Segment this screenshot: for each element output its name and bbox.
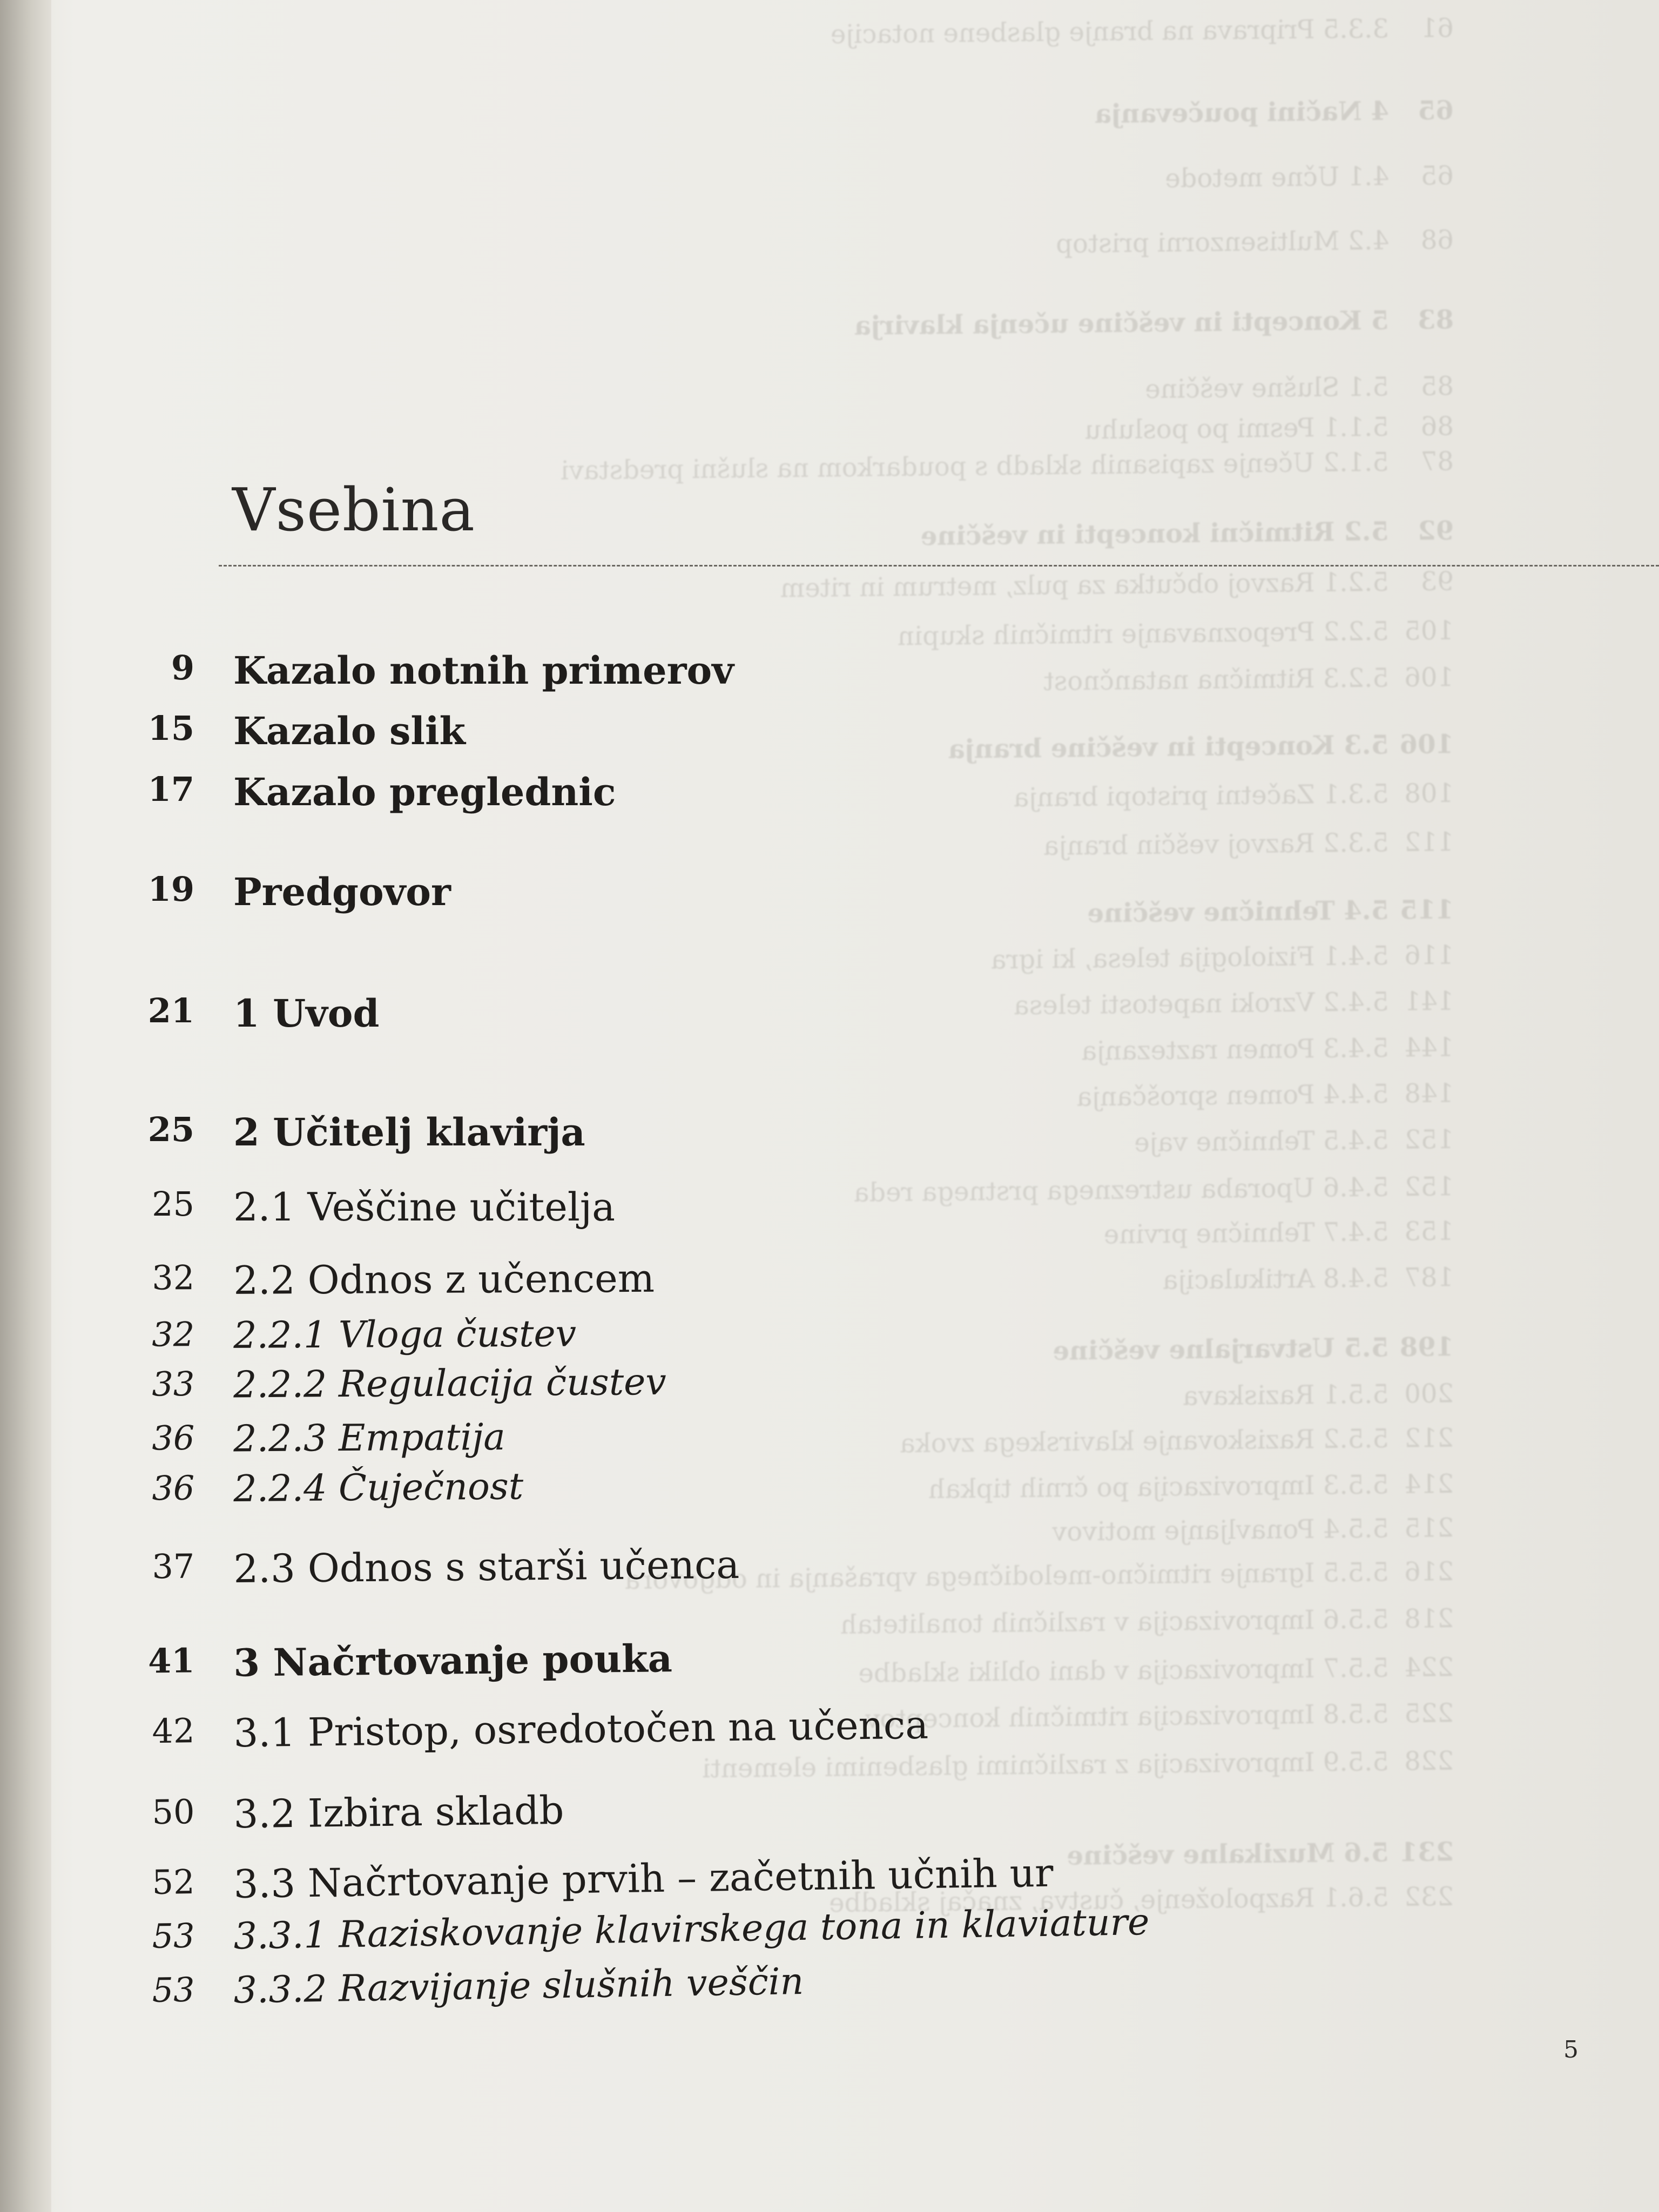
bleed-through-title: 5.2.2 Prepoznavanje ritmičnih skupin [897, 616, 1390, 652]
bleed-through-page: 214 [1404, 1468, 1454, 1500]
toc-page-number: 19 [147, 869, 194, 909]
toc-title: 2 Učitelj klavirja [233, 1110, 585, 1155]
bleed-through-page: 200 [1404, 1378, 1454, 1410]
bleed-through-title: 5.5.8 Improvizacija ritmičnih konceptov [865, 1698, 1390, 1735]
bleed-through-title: 5.5 Ustvarjalne veščine [1052, 1332, 1390, 1366]
bleed-through-title: 5.5.2 Raziskovanje klavirskega zvoka [899, 1423, 1390, 1459]
toc-title: 2.2.2 Regulacija čustev [233, 1360, 667, 1407]
bleed-through-title: 5.4.2 Vzroki napetosti telesa [1013, 986, 1390, 1021]
bleed-through-page: 218 [1404, 1603, 1454, 1635]
bleed-through-page: 231 [1399, 1837, 1454, 1868]
toc-title: 3 Načrtovanje pouka [233, 1636, 673, 1685]
bleed-through-page: 65 [1417, 95, 1454, 126]
bleed-through-title: 5.5.3 Improvizacija po črnih tipkah [928, 1469, 1390, 1505]
toc-page-number: 25 [152, 1184, 194, 1224]
bleed-through-title: 5.3.1 Začetni pristopi branja [1013, 778, 1390, 813]
bleed-through-title: 5.1 Slušne veščine [1145, 372, 1390, 404]
bleed-through-page: 83 [1417, 305, 1454, 335]
bleed-through-title: 4.2 Multisenzorni pristop [1055, 225, 1390, 259]
bleed-through-title: 5.4.1 Fiziologija telesa, ki igra [990, 940, 1390, 975]
toc-page-number: 33 [152, 1364, 195, 1404]
bleed-through-page: 187 [1404, 1262, 1454, 1293]
toc-page-number: 53 [152, 1916, 195, 1956]
bleed-through-page: 93 [1420, 566, 1454, 597]
bleed-through-title: 5.2.1 Razvoj občutka za pulz, metrum in ritem [780, 567, 1390, 604]
toc-title: 2.2.1 Vloga čustev [233, 1312, 577, 1357]
bleed-through-page: 212 [1404, 1422, 1454, 1454]
toc-title: 2.1 Veščine učitelja [233, 1184, 616, 1230]
bleed-through-page: 153 [1404, 1216, 1454, 1247]
bleed-through-title: 3.3.5 Priprava na branje glasbene notacije [830, 14, 1390, 50]
toc-page-number: 36 [152, 1468, 195, 1508]
bleed-through-title: 4 Načini poučevanja [1094, 96, 1390, 130]
bleed-through-title: 5.3.2 Razvoj veščin branja [1043, 827, 1390, 861]
toc-page-number: 50 [152, 1792, 195, 1832]
bleed-through-title: 5.5.7 Improvizacija v dani obliki skladbe [858, 1653, 1390, 1689]
bleed-through-title: 5.2 Ritmični koncepti in veščine [920, 516, 1390, 552]
bleed-through-page: 108 [1404, 778, 1454, 809]
bleed-through-title: 5.6.1 Razpoloženje, čustva, značaj skladbe [828, 1882, 1390, 1919]
bleed-through-title: 5.1.1 Pesmi po posluhu [1084, 412, 1390, 446]
bleed-through-title: 5.5.5 Igranje ritmično-melodičnega vprašanja in odgovora [624, 1557, 1390, 1596]
page-title: Vsebina [232, 475, 476, 544]
bleed-through-page: 228 [1404, 1745, 1454, 1777]
toc-title: 3.3 Načrtovanje prvih – začetnih učnih ur [233, 1850, 1054, 1907]
bleed-through-page: 224 [1404, 1652, 1454, 1683]
bleed-through-page: 68 [1420, 225, 1454, 255]
bleed-through-title: 5.6 Muzikalne veščine [1066, 1837, 1390, 1871]
toc-title: 3.1 Pristop, osredotočen na učenca [233, 1702, 929, 1756]
toc-title: Kazalo slik [233, 709, 466, 753]
bleed-through-title: 5.4.6 Uporaba ustreznega prstnega reda [853, 1172, 1390, 1208]
toc-title: 2.2 Odnos z učencem [233, 1255, 655, 1303]
toc-page-number: 25 [147, 1110, 194, 1149]
toc-title: 3.2 Izbira skladb [233, 1787, 564, 1837]
bleed-through-page: 112 [1404, 827, 1454, 858]
bleed-through-page: 141 [1404, 986, 1454, 1017]
toc-page-number: 42 [152, 1711, 195, 1751]
bleed-through-page: 65 [1420, 160, 1454, 191]
bleed-through-page: 232 [1404, 1881, 1454, 1912]
toc-page-number: 17 [147, 770, 194, 809]
toc-page-number: 21 [147, 991, 194, 1030]
bleed-through-page: 87 [1420, 446, 1454, 477]
toc-page-number: 36 [152, 1418, 195, 1458]
toc-page-number: 15 [147, 709, 194, 748]
bleed-through-title: 5.5.9 Improvizacija z različnimi glasbenimi elementi [702, 1746, 1390, 1784]
bleed-through-page: 106 [1399, 729, 1454, 760]
bleed-through-page: 144 [1404, 1032, 1454, 1063]
bleed-through-page: 115 [1399, 894, 1454, 926]
bleed-through-title: 5.1.2 Učenje zapisanih skladb s poudarkom na slušni predstavi [560, 447, 1390, 486]
bleed-through-page: 225 [1404, 1698, 1454, 1729]
page-number: 5 [1563, 2036, 1579, 2063]
bleed-through-title: 5 Koncepti in veščine učenja klavirja [854, 305, 1390, 341]
bleed-through-page: 152 [1404, 1171, 1454, 1203]
bleed-through-page: 152 [1404, 1124, 1454, 1155]
toc-title: Kazalo preglednic [233, 770, 616, 814]
bleed-through-page: 216 [1404, 1556, 1454, 1587]
toc-page-number: 32 [152, 1258, 195, 1298]
bleed-through-page: 148 [1404, 1078, 1454, 1109]
toc-title: Kazalo notnih primerov [233, 648, 734, 693]
bleed-through-page: 106 [1404, 662, 1454, 693]
toc-page-number: 41 [147, 1641, 195, 1681]
bleed-through-title: 5.4.8 Artikulacija [1162, 1263, 1390, 1296]
toc-title: 3.3.1 Raziskovanje klavirskega tona in klaviature [233, 1900, 1150, 1958]
toc-page-number: 32 [152, 1314, 195, 1354]
toc-title: 2.2.3 Empatija [233, 1415, 506, 1461]
bleed-through-title: 4.1 Učne metode [1164, 161, 1390, 194]
toc-title: 3.3.2 Razvijanje slušnih veščin [233, 1960, 804, 2012]
bleed-through-page: 61 [1420, 12, 1454, 44]
bleed-through-page: 198 [1399, 1332, 1454, 1363]
bleed-through-title: 5.4.3 Pomen raztezanja [1081, 1033, 1390, 1067]
toc-title: 1 Uvod [233, 991, 380, 1036]
bleed-through-title: 5.5.6 Improvizacija v različnih tonalitetah [840, 1604, 1390, 1640]
bleed-through-page: 215 [1404, 1513, 1454, 1544]
bleed-through-page: 105 [1404, 615, 1454, 646]
bleed-through-title: 5.4.7 Tehnične prvine [1103, 1216, 1390, 1250]
toc-title: 2.3 Odnos s starši učenca [233, 1541, 740, 1592]
bleed-through-page: 116 [1404, 940, 1454, 971]
bleed-through-title: 5.4.5 Tehnične vaje [1134, 1125, 1390, 1158]
bleed-through-page: 92 [1417, 515, 1454, 547]
toc-page-number: 52 [152, 1862, 195, 1903]
bleed-through-title: 5.5.1 Raziskava [1182, 1379, 1390, 1412]
bleed-through-page: 85 [1420, 371, 1454, 402]
bleed-through-title: 5.4.4 Pomen sproščanja [1076, 1078, 1390, 1112]
toc-title: Predgovor [233, 869, 451, 914]
bleed-through-page: 86 [1420, 411, 1454, 442]
toc-page-number: 37 [152, 1546, 195, 1587]
toc-page-number: 9 [171, 648, 194, 687]
bleed-through-title: 5.3 Koncepti in veščine branja [948, 730, 1390, 765]
bleed-through-title: 5.4 Tehnične veščine [1087, 895, 1390, 929]
toc-title: 2.2.4 Čuječnost [233, 1465, 524, 1511]
bleed-through-title: 5.2.3 Ritmična natančnost [1043, 663, 1390, 697]
toc-page-number: 53 [152, 1970, 195, 2010]
bleed-through-title: 5.5.4 Ponavljanje motivov [1051, 1513, 1390, 1547]
